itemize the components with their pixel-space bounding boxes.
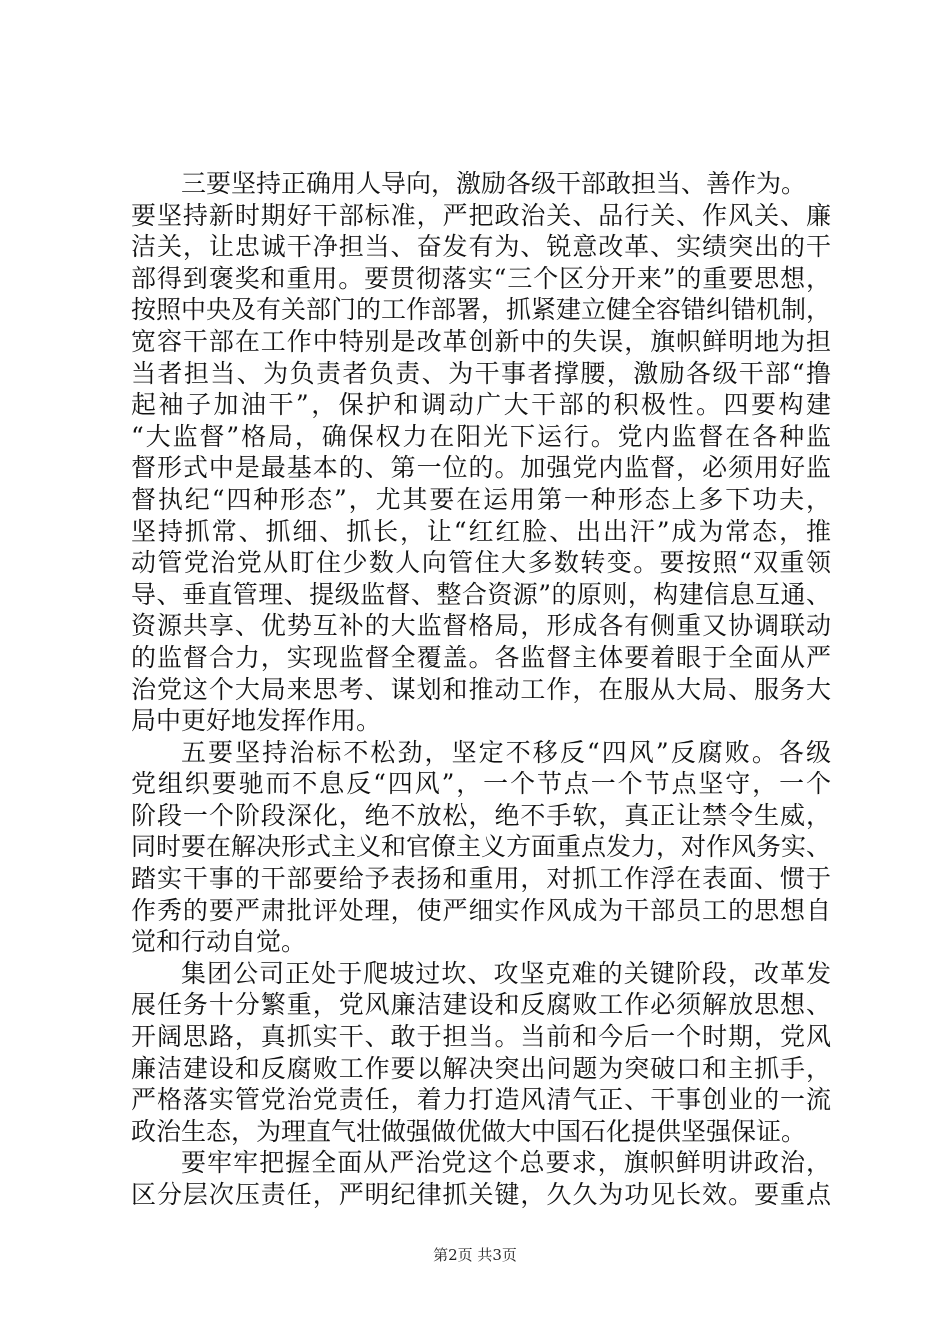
text-line: 五要坚持治标不松劲，坚定不移反“四风”反腐败。各级 (181, 737, 831, 767)
text-line: 觉和行动自觉。 (131, 927, 307, 957)
text-line: 区分层次压责任，严明纪律抓关键，久久为功见长效。要重点 (131, 1180, 831, 1209)
text-line: 同时要在解决形式主义和官僚主义方面重点发力，对作风务实、 (131, 832, 832, 862)
text-line: 督执纪“四种形态”，尤其要在运用第一种形态上多下功夫， (131, 484, 831, 514)
text-line: 三要坚持正确用人导向，激励各级干部敢担当、善作为。 (181, 169, 807, 198)
text-line: 督形式中是最基本的、第一位的。加强党内监督，必须用好监 (131, 453, 831, 483)
text-line: 作秀的要严肃批评处理，使严细实作风成为干部员工的思想自 (131, 895, 831, 925)
text-line: “大监督”格局，确保权力在阳光下运行。党内监督在各种监 (131, 421, 831, 451)
text-line: 展任务十分繁重，党风廉洁建设和反腐败工作必须解放思想、 (131, 990, 831, 1020)
text-line: 集团公司正处于爬坡过坎、攻坚克难的关键阶段，改革发 (181, 958, 831, 988)
text-line: 导、垂直管理、提级监督、整合资源”的原则，构建信息互通、 (131, 579, 831, 609)
text-line: 按照中央及有关部门的工作部署，抓紧建立健全容错纠错机制， (131, 295, 832, 325)
text-line: 宽容干部在工作中特别是改革创新中的失误，旗帜鲜明地为担 (131, 326, 831, 356)
text-line: 当者担当、为负责者负责、为干事者撑腰，激励各级干部“撸 (131, 358, 831, 388)
text-line: 洁关，让忠诚干净担当、奋发有为、锐意改革、实绩突出的干 (131, 232, 831, 262)
text-line: 严格落实管党治党责任，着力打造风清气正、干事创业的一流 (131, 1085, 831, 1115)
text-line: 的监督合力，实现监督全覆盖。各监督主体要着眼于全面从严 (131, 642, 831, 672)
text-line: 踏实干事的干部要给予表扬和重用，对抓工作浮在表面、惯于 (131, 864, 831, 894)
text-line: 资源共享、优势互补的大监督格局，形成各有侧重又协调联动 (131, 611, 831, 641)
text-line: 政治生态，为理直气壮做强做优做大中国石化提供坚强保证。 (131, 1116, 807, 1146)
text-line: 局中更好地发挥作用。 (131, 706, 382, 736)
document-body (131, 168, 831, 1211)
text-line: 阶段一个阶段深化，绝不放松，绝不手软，真正让禁令生威， (131, 800, 831, 830)
text-line: 党组织要驰而不息反“四风”，一个节点一个节点坚守，一个 (131, 769, 831, 799)
text-line: 开阔思路，真抓实干、敢于担当。当前和今后一个时期，党风 (131, 1022, 831, 1052)
text-line: 部得到褒奖和重用。要贯彻落实“三个区分开来”的重要思想， (131, 263, 831, 293)
text-line: 动管党治党从盯住少数人向管住大多数转变。要按照“双重领 (131, 548, 831, 578)
text-line: 要牢牢把握全面从严治党这个总要求，旗帜鲜明讲政治， (181, 1148, 831, 1178)
text-line: 廉洁建设和反腐败工作要以解决突出问题为突破口和主抓手， (131, 1053, 831, 1083)
text-line: 要坚持新时期好干部标准，严把政治关、品行关、作风关、廉 (131, 200, 831, 230)
text-line: 起袖子加油干”，保护和调动广大干部的积极性。四要构建 (131, 390, 831, 420)
text-line: 治党这个大局来思考、谋划和推动工作，在服从大局、服务大 (131, 674, 831, 704)
page-number-footer: 第2页 共3页 (433, 1246, 517, 1264)
text-line: 坚持抓常、抓细、抓长，让“红红脸、出出汗”成为常态，推 (131, 516, 831, 546)
